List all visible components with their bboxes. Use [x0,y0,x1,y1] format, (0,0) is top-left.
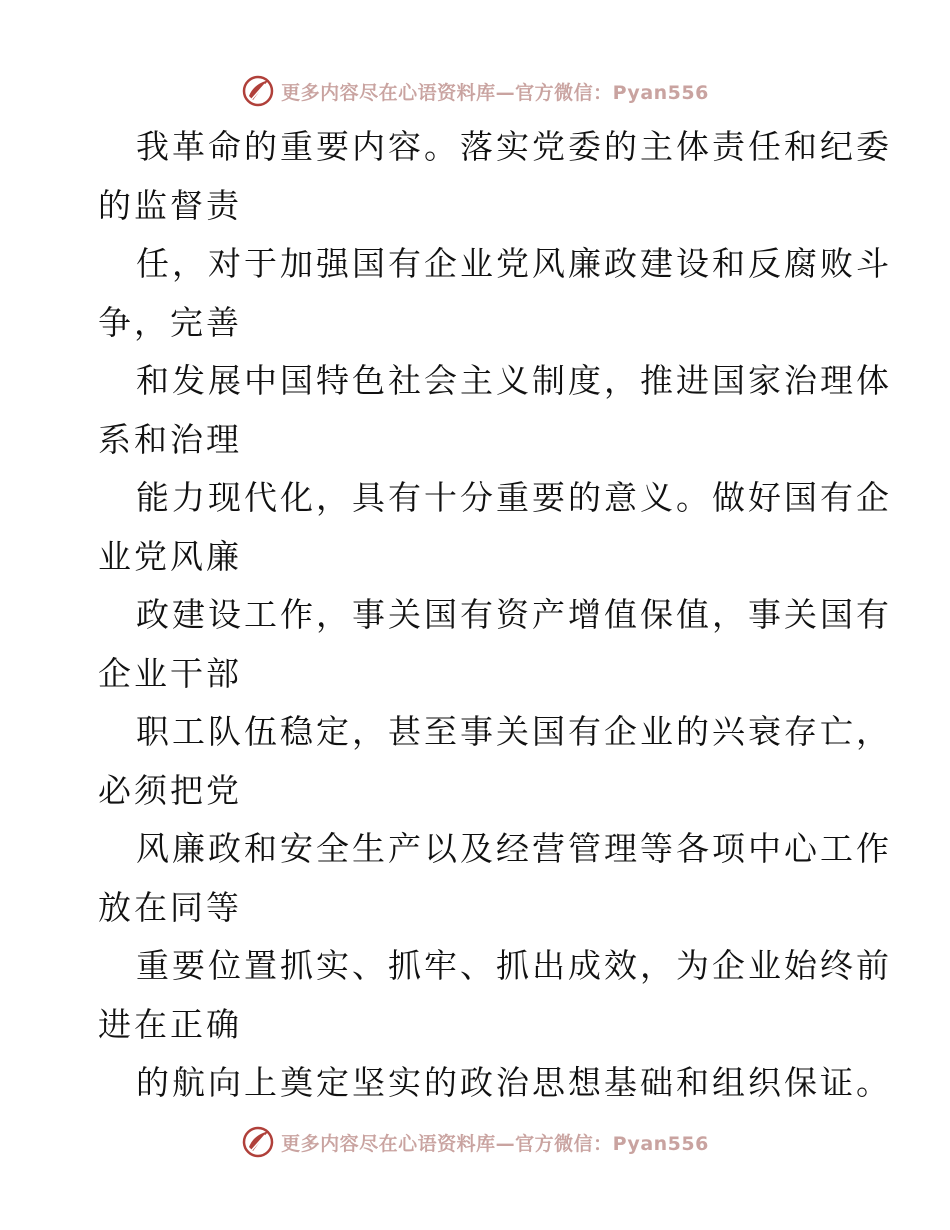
footer-banner-text: 更多内容尽在心语资料库—官方微信：Pyan556 [281,1132,709,1155]
text-line: 的航向上奠定坚实的政治思想基础和组织保证。 [136,1063,892,1102]
logo-icon [241,74,275,108]
text-line: 业党风廉 [98,536,242,576]
text-line: 风廉政和安全生产以及经营管理等各项中心工作 [136,829,892,868]
document-body [98,118,892,1113]
text-line: 系和治理 [98,419,242,459]
text-line: 重要位置抓实、抓牢、抓出成效，为企业始终前 [136,946,892,985]
header-banner-text: 更多内容尽在心语资料库—官方微信：Pyan556 [281,81,709,104]
footer-watermark [0,1122,950,1162]
text-line: 职工队伍稳定，甚至事关国有企业的兴衰存亡， [136,712,892,751]
text-line: 企业干部 [98,653,242,693]
text-line: 能力现代化，具有十分重要的意义。做好国有企 [136,478,892,517]
text-line: 放在同等 [98,887,242,927]
text-line: 我革命的重要内容。落实党委的主体责任和纪委 [136,127,892,166]
text-line: 任，对于加强国有企业党风廉政建设和反腐败斗 [136,244,892,283]
text-line: 的监督责 [98,185,242,225]
text-line: 必须把党 [98,770,242,810]
header-watermark [0,71,950,111]
text-line: 争，完善 [98,302,242,342]
text-line: 和发展中国特色社会主义制度，推进国家治理体 [136,361,892,400]
logo-icon [241,1125,275,1159]
text-line: 政建设工作，事关国有资产增值保值，事关国有 [136,595,892,634]
text-line: 进在正确 [98,1004,242,1044]
